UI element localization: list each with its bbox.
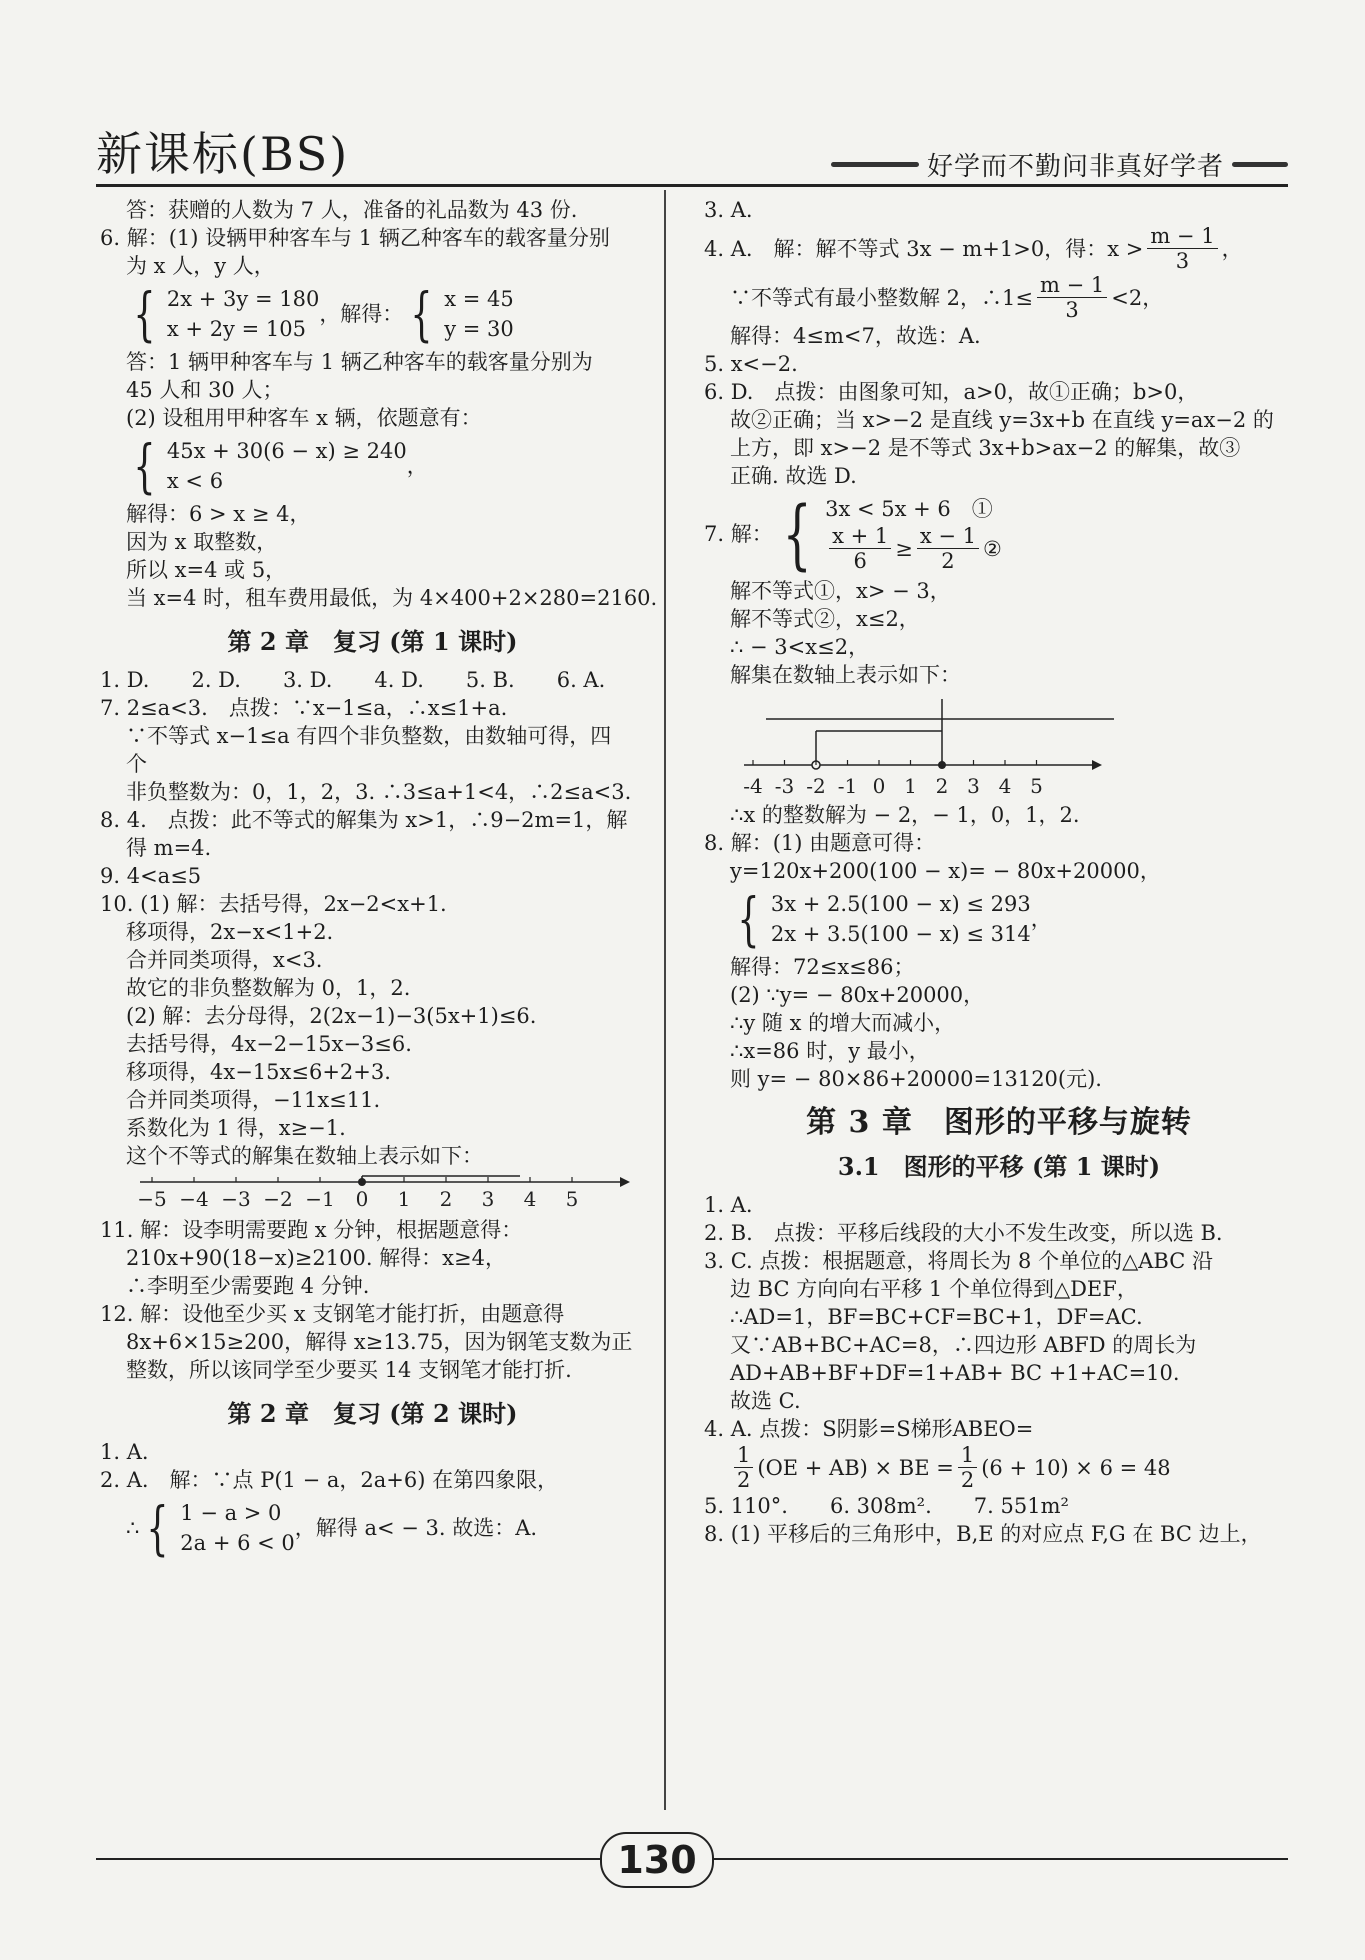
text-line: 12. 解：设他至少买 x 支钢笔才能打折，由题意得 (100, 1302, 565, 1326)
tick-label: 5 (1030, 774, 1043, 798)
text-span: ∵不等式有最小整数解 2，∴1≤ (730, 285, 1033, 310)
page-number: 130 (600, 1832, 714, 1888)
text-line: ∴李明至少需要跑 4 分钟. (126, 1274, 370, 1298)
equation: y = 30 (444, 317, 514, 341)
text-line: 上方，即 x>−2 是不等式 3x+b>ax−2 的解集，故③ (730, 436, 1241, 460)
text-line: ∴ − 3<x≤2， (730, 635, 870, 659)
denominator: 2 (960, 1468, 975, 1492)
text-line: 个 (126, 752, 147, 776)
tick-label: 2 (439, 1187, 453, 1211)
text-line: 解得：4≤m<7，故选：A. (730, 324, 981, 348)
section-title: 第 2 章 复习 (第 1 课时) (227, 627, 518, 656)
text-line: 解不等式②，x≤2， (730, 607, 920, 631)
text-line: (2) ∵y= − 80x+20000， (730, 983, 985, 1007)
chapter-title: 第 3 章 图形的平移与旋转 (806, 1105, 1192, 1140)
tick-label: 2 (935, 774, 949, 798)
text-line: 得 m=4. (126, 836, 212, 860)
denominator: 3 (1065, 298, 1079, 322)
text-line (704, 273, 1294, 322)
denominator: 2 (941, 549, 955, 573)
tick-label: 4 (998, 774, 1012, 798)
text-line: 45 人和 30 人； (126, 378, 284, 402)
text-line: 系数化为 1 得，x≥−1. (126, 1116, 346, 1140)
section-title: 3.1 图形的平移 (第 1 课时) (837, 1152, 1161, 1181)
brace: { (133, 280, 156, 348)
text-line: 8x+6×15≥200，解得 x≥13.75，因为钢笔支数为正 (126, 1330, 633, 1354)
brace: { (410, 280, 433, 348)
text-line: 1. A. (100, 1440, 149, 1464)
denominator: 2 (737, 1468, 751, 1492)
text-line: 答：获赠的人数为 7 人，准备的礼品数为 43 份. (126, 198, 578, 222)
column-divider (664, 190, 666, 1810)
numerator: 1 (958, 1443, 977, 1468)
text-line: ∵不等式 x−1≤a 有四个非负整数，由数轴可得，四 (126, 724, 612, 748)
fraction (958, 1443, 977, 1492)
tick-label: −2 (263, 1187, 293, 1211)
tick-label: -4 (743, 774, 763, 798)
equation: 1 − a > 0 (180, 1501, 282, 1525)
equation: x < 6 (166, 469, 224, 493)
decorative-line (1232, 162, 1288, 167)
text-line: 3. A. (704, 198, 753, 222)
text-span: <2， (1111, 285, 1164, 310)
equation: 2x + 3.5(100 − x) ≤ 314 (770, 922, 1031, 946)
text-line: ， (406, 454, 428, 478)
equation-system (100, 280, 645, 348)
text-line: 210x+90(18−x)≥2100. 解得：x≥4， (126, 1246, 506, 1270)
fraction (734, 1443, 753, 1492)
text-line: 9. 4<a≤5 (100, 864, 202, 888)
equation-system (100, 432, 645, 500)
decorative-line (831, 162, 919, 167)
text-line: 6. D. 点拨：由图象可知，a>0，故①正确；b>0， (704, 380, 1199, 404)
text-line: 当 x=4 时，租车费用最低，为 4×400+2×280=2160. (126, 586, 658, 610)
equation: 3x < 5x + 6 ① (825, 497, 993, 521)
tick-label: −4 (179, 1187, 209, 1211)
motto-text: 好学而不勤问非真好学者 (926, 152, 1224, 182)
text-line: 故选 C. (730, 1389, 801, 1413)
tick-label: 3 (481, 1187, 495, 1211)
number-line-1 (100, 1170, 640, 1216)
text-line: 答：1 辆甲种客车与 1 辆乙种客车的载客量分别为 (126, 350, 593, 374)
text-line: 边 BC 方向向右平移 1 个单位得到△DEF， (730, 1277, 1138, 1301)
text-span: ， (1221, 236, 1243, 261)
text-line: 移项得，2x−x<1+2. (126, 920, 334, 944)
text-line: 为 x 人，y 人， (126, 254, 275, 278)
text-line: 故它的非负整数解为 0，1，2. (126, 976, 411, 1000)
tick-label: -1 (837, 774, 858, 798)
text-line: 2. A. 解：∵点 P(1 − a，2a+6) 在第四象限， (100, 1468, 559, 1492)
text-line: ，解得 a< − 3. 故选：A. (294, 1516, 538, 1540)
text-line: 5. 110°. 6. 308m². 7. 551m² (704, 1494, 1069, 1518)
text-span: (6 + 10) × 6 = 48 (981, 1455, 1171, 1480)
page-header (96, 118, 1288, 190)
text-line: 解得：6 > x ≥ 4， (126, 502, 311, 526)
brace: { (146, 1494, 169, 1562)
text-line: 4. A. 点拨：S阴影=S梯形ABEO= (704, 1417, 1034, 1441)
equation: x + 2y = 105 (166, 317, 306, 341)
text-line: 合并同类项得，x<3. (126, 948, 323, 972)
numerator: x − 1 (917, 524, 979, 549)
text-span: 4. A. 解：解不等式 3x − m+1>0，得：x > (704, 236, 1144, 261)
tick-label: -2 (806, 774, 826, 798)
text-line: 8. (1) 平移后的三角形中，B,E 的对应点 F,G 在 BC 边上， (704, 1522, 1262, 1546)
equation: 2x + 3y = 180 (166, 287, 320, 311)
text-line: 移项得，4x−15x≤6+2+3. (126, 1060, 391, 1084)
text-line: ∴y 随 x 的增大而减小， (730, 1011, 956, 1035)
text-line: y=120x+200(100 − x)= − 80x+20000， (730, 859, 1161, 883)
text-line: 3. C. 点拨：根据题意，将周长为 8 个单位的△ABC 沿 (704, 1249, 1213, 1273)
section-title: 第 2 章 复习 (第 2 课时) (227, 1399, 518, 1428)
fraction (1147, 224, 1217, 273)
tick-label: 0 (872, 774, 886, 798)
text-line (704, 224, 1294, 273)
motto (831, 146, 1288, 183)
text-line: 则 y= − 80×86+20000=13120(元). (730, 1067, 1102, 1091)
text-line: AD+AB+BF+DF=1+AB+ BC +1+AC=10. (730, 1361, 1180, 1385)
equation-system (704, 488, 1294, 578)
text-line: ∴ (126, 1516, 140, 1540)
text-line: 6. 解：(1) 设辆甲种客车与 1 辆乙种客车的载客量分别 (100, 226, 610, 250)
text-line: 故②正确；当 x>−2 是直线 y=3x+b 在直线 y=ax−2 的 (730, 408, 1274, 432)
tick-label: 3 (967, 774, 980, 798)
text-line: 整数，所以该同学至少要买 14 支钢笔才能打折. (126, 1358, 572, 1382)
denominator: 6 (853, 549, 867, 573)
equation-system (704, 885, 1294, 953)
brace: { (782, 488, 812, 578)
text-span: ≥ (895, 536, 913, 561)
equation: 45x + 30(6 − x) ≥ 240 (166, 439, 407, 463)
numerator: x + 1 (829, 524, 891, 549)
text-line: (2) 解：去分母得，2(2x−1)−3(5x+1)≤6. (126, 1004, 537, 1028)
denominator: 3 (1175, 249, 1190, 273)
text-line: ∴AD=1，BF=BC+CF=BC+1，DF=AC. (730, 1305, 1143, 1329)
tick-label: -3 (774, 774, 795, 798)
tick-label: 0 (355, 1187, 369, 1211)
tick-label: −5 (137, 1187, 167, 1211)
text-line: ∴x=86 时，y 最小， (730, 1039, 930, 1063)
equation: 3x + 2.5(100 − x) ≤ 293 (770, 892, 1031, 916)
equation (825, 524, 1002, 573)
text-line: 去括号得，4x−2−15x−3≤6. (126, 1032, 412, 1056)
text-line: 正确. 故选 D. (730, 464, 857, 488)
text-span: ② (983, 536, 1002, 561)
text-line: 1. D. 2. D. 3. D. 4. D. 5. B. 6. A. (100, 668, 606, 692)
right-column (704, 196, 1294, 1548)
numerator: m − 1 (1147, 224, 1217, 249)
text-line: 2. B. 点拨：平移后线段的大小不发生改变，所以选 B. (704, 1221, 1223, 1245)
equation: 2a + 6 < 0 (180, 1531, 295, 1555)
text-line: 8. 4. 点拨：此不等式的解集为 x>1，∴9−2m=1，解 (100, 808, 628, 832)
equation-system (100, 1494, 645, 1562)
left-column (100, 196, 658, 1562)
numerator: 1 (734, 1443, 753, 1468)
text-line: 这个不等式的解集在数轴上表示如下： (126, 1144, 483, 1168)
tick-label: 4 (523, 1187, 537, 1211)
text-line: ，解得： (319, 302, 404, 326)
text-line: 1. A. (704, 1193, 753, 1217)
text-line: 非负整数为：0，1，2，3. ∴3≤a+1<4，∴2≤a<3. (126, 780, 632, 804)
fraction (1037, 273, 1107, 322)
text-span: 7. 解： (704, 521, 773, 546)
fraction (829, 524, 891, 573)
tick-label: 1 (397, 1187, 411, 1211)
equation (704, 1443, 1294, 1492)
text-line: 解得：72≤x≤86； (730, 955, 915, 979)
text-line: 10. (1) 解：去括号得，2x−2<x+1. (100, 892, 447, 916)
text-line: 7. 2≤a<3. 点拨：∵x−1≤a，∴x≤1+a. (100, 696, 508, 720)
brace: { (737, 885, 760, 953)
numerator: m − 1 (1037, 273, 1107, 298)
text-line: (2) 设租用甲种客车 x 辆，依题意有： (126, 406, 482, 430)
text-line: 8. 解：(1) 由题意可得： (704, 831, 936, 855)
fraction (917, 524, 979, 573)
text-span: ， (1030, 907, 1052, 931)
text-line: ∴x 的整数解为 − 2，− 1，0，1，2. (730, 803, 1080, 827)
number-line-2 (704, 689, 1144, 801)
text-line: 解不等式①，x> − 3， (730, 579, 951, 603)
tick-label: 5 (565, 1187, 579, 1211)
text-line: 11. 解：设李明需要跑 x 分钟，根据题意得： (100, 1218, 523, 1242)
text-span: (OE + AB) × BE = (757, 1455, 954, 1480)
text-line: 合并同类项得，−11x≤11. (126, 1088, 381, 1112)
brace: { (133, 432, 156, 500)
text-line: 所以 x=4 或 5， (126, 558, 287, 582)
tick-label: 1 (904, 774, 917, 798)
tick-label: −3 (221, 1187, 251, 1211)
text-line: 又∵AB+BC+AC=8，∴四边形 ABFD 的周长为 (730, 1333, 1197, 1357)
text-line: 解集在数轴上表示如下： (730, 663, 961, 687)
text-line: 因为 x 取整数， (126, 530, 278, 554)
header-rule (96, 184, 1288, 187)
tick-label: −1 (305, 1187, 335, 1211)
text-line: 5. x<−2. (704, 352, 798, 376)
brand-title: 新课标(BS) (96, 127, 350, 181)
equation: x = 45 (444, 287, 514, 311)
